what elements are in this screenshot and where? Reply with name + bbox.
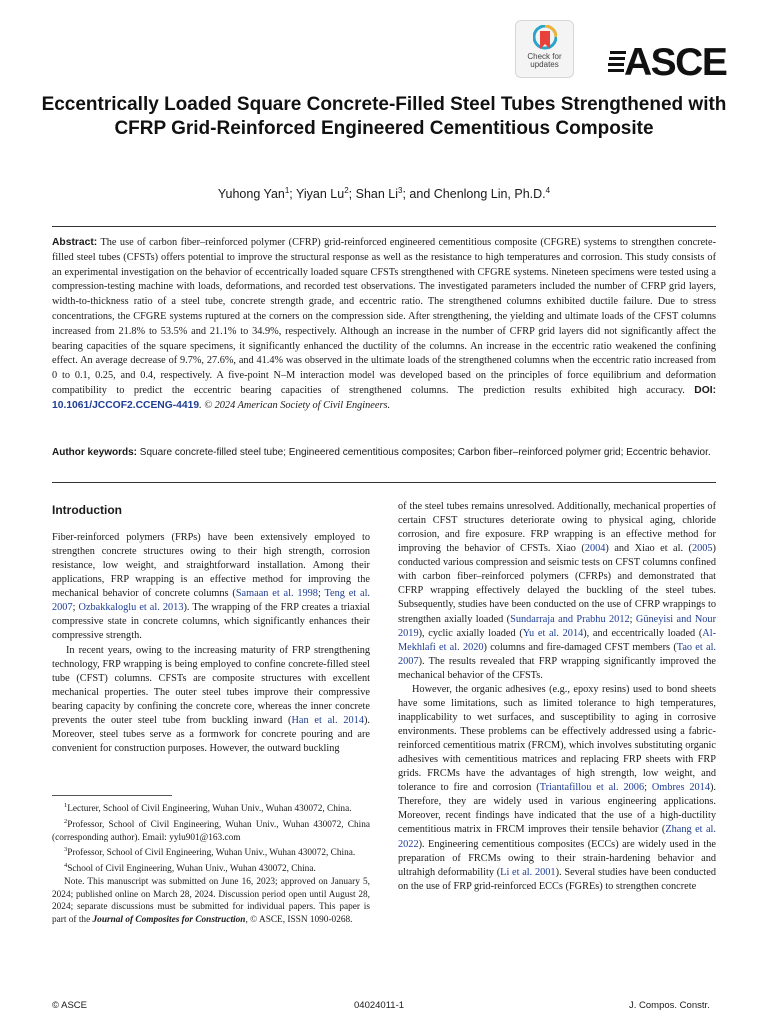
- author-list: [40, 183, 728, 202]
- doi-link[interactable]: 10.1061/JCCOF2.CCENG-4419: [52, 399, 200, 411]
- citation-link[interactable]: Li et al. 2001: [500, 866, 556, 878]
- paragraph-text: ). The results revealed that FRP wrapping significantly improved the mechanical behavior of the CFSTs.: [398, 655, 716, 681]
- journal-name: Journal of Composites for Construction: [92, 915, 246, 925]
- footnote-text: Lecturer, School of Civil Engineering, Wuhan Univ., Wuhan 430072, China.: [67, 804, 352, 815]
- author-separator: ; and: [402, 187, 434, 202]
- doi-label: DOI:: [694, 384, 717, 396]
- paragraph-text: ) columns and fire-damaged CFST members (: [483, 641, 677, 653]
- citation-link[interactable]: 2005: [691, 543, 713, 555]
- intro-paragraph-2: [52, 644, 370, 757]
- paper-title: Eccentrically Loaded Square Concrete-Filled Steel Tubes Strengthened with CFRP Grid-Reinforced Engineered Cementitious Composite: [41, 94, 727, 139]
- author-separator: ;: [348, 187, 356, 202]
- footnote-mark: 2: [64, 817, 68, 825]
- paragraph-text: ;: [72, 602, 79, 614]
- citation-link[interactable]: Al-Mekhlafi et al. 2020: [398, 627, 716, 653]
- paragraph-text: Fiber-reinforced polymers (FRPs) have been extensively employed to strengthen concrete structures owing to their high strength, corrosion resistance, low weight, and straightforward installation. Among their applications, FRP wrapping is an effective method for improving the mechanical behavior of concrete columns (: [52, 532, 370, 600]
- citation-link[interactable]: Teng et al. 2007: [52, 588, 371, 614]
- bookmark-icon: [533, 25, 557, 53]
- paragraph-text: In recent years, owing to the increasing maturity of FRP strengthening technology, FRP wrapping is being employed to confine concrete-filled steel tube (CFST) columns. CFSTs are composite structures with excellent mechanical properties. The outer steel tubes improve their compressive bearing capacity by confining the concrete core, whereas the inner concrete prevents the outer steel tube from buckling inward (: [52, 644, 370, 726]
- badge-line-1: Check for: [527, 52, 562, 61]
- footnote-rule: [52, 795, 172, 796]
- footnote-text: School of Civil Engineering, Wuhan Univ., Wuhan 430072, China.: [67, 864, 316, 875]
- section-heading-introduction: Introduction: [52, 503, 122, 517]
- author-name: Shan Li: [355, 187, 399, 202]
- paragraph-text: ), and eccentrically loaded (: [583, 627, 703, 639]
- author-name: Chenlong Lin, Ph.D.: [433, 187, 546, 202]
- keywords-text: Square concrete-filled steel tube; Engineered cementitious composites; Carbon fiber–reinforced polymer grid; Eccentric behavior.: [139, 447, 711, 458]
- paragraph-text: ). Several studies have been conducted on the use of FRP grid-reinforced ECCs (FGREs) to strengthen concrete: [398, 866, 717, 892]
- note-tail: , © ASCE, ISSN 1090-0268.: [245, 915, 353, 925]
- abstract-bottom-rule: [52, 482, 716, 483]
- footnote-1: [52, 800, 370, 816]
- citation-link[interactable]: Zhang et al. 2022: [398, 824, 716, 850]
- abstract-text: The use of carbon fiber–reinforced polymer (CFRP) grid-reinforced engineered cementitious composite (CFGRE) systems to strengthen concrete-filled steel tubes (CFSTs) offers potential to improve the structural response as well as the resistance to high temperatures and corrosion. This study consists of an experimental investigation on the behavior of eccentrically loaded square CFSTs strengthened with CFGRE systems. Nineteen specimens were tested using a compression-testing machine with loads, deformations, and recorded test observations. The investigated parameters included the number of CFRP grid layers, width-to-thickness ratio of a steel tube, concrete strength grade, and eccentric ratio. The strengthened columns exhibited ductile failure. Due to stress concentrations, the CFGRE systems ruptured at the corners on the compression side. After strengthening, the yielding and ultimate loads of the CFST columns increased from 21.8% to 53.5% and 21.1% to 34.9%, respectively. Although an increase in the number of CFRP grid layers did not significantly affect the bearing capacities of the square specimens, it significantly enhanced the ductility of the columns. An increase in the eccentric ratio weakened the confining effect. An average decrease of 9.7%, 27.6%, and 41.4% was observed in the ultimate loads of the strengthened columns when the eccentric ratio increased from 0 to 0.1, 0.25, and 0.4, respectively. A five-point N–M interaction model was developed based on the principles of force equilibrium and deformation compatibility to predict the eccentric bearing capacities of strengthened columns. The prediction results exhibited high accuracy.: [52, 237, 717, 396]
- footnote-mark: 4: [64, 862, 68, 870]
- author-separator: ;: [289, 187, 297, 202]
- paragraph-text: ;: [629, 613, 636, 625]
- badge-line-2: updates: [530, 60, 559, 69]
- citation-link[interactable]: Han et al. 2014: [291, 714, 364, 726]
- footnote-4: [52, 860, 370, 876]
- paragraph-text: ), cyclic axially loaded (: [418, 627, 523, 639]
- author-name: Yiyan Lu: [296, 187, 345, 202]
- paragraph-text: ). Engineering cementitious composites (ECCs) are widely used in the preparation of FRCMs owing to their strain-hardening behavior and ultrahigh deformability (: [398, 838, 716, 878]
- paragraph-text: ). Moreover, steel tubes serve as a formwork for concrete pouring and are convenient for construction purposes. However, the outward buckling: [52, 714, 370, 754]
- left-column: [52, 531, 370, 756]
- check-for-updates-badge[interactable]: [515, 20, 574, 78]
- footnotes: [52, 800, 370, 927]
- intro-paragraph-1: [52, 531, 370, 644]
- paragraph-text: ;: [317, 588, 325, 600]
- copyright-notice: . © 2024 American Society of Civil Engineers.: [199, 399, 391, 411]
- paragraph-text: ;: [644, 782, 652, 794]
- citation-link[interactable]: Yu et al. 2014: [522, 627, 584, 639]
- paragraph-text: However, the organic adhesives (e.g., epoxy resins) used to bond sheets have some limitations, such as limited tolerance to high temperatures, inapplicability to wet surfaces, and susceptibility to aging in corrosive environments. These problems can be effectively addressed using a fabric-reinforced cementitious matrix (FRCM), which involves substituting organic adhesives with cementitious matrices and replacing FRP sheets with FRP grids. FRCMs have the advantages of high strength, low weight, and tolerance to fire and corrosion (: [398, 683, 716, 794]
- footnote-2: [52, 816, 370, 845]
- citation-link[interactable]: Ombres 2014: [651, 782, 710, 794]
- footer-journal-abbrev: J. Compos. Constr.: [629, 1000, 710, 1011]
- intro-paragraph-4: [398, 683, 716, 894]
- keywords-label: Author keywords:: [52, 447, 138, 458]
- citation-link[interactable]: Ozbakkaloglu et al. 2013: [78, 602, 184, 614]
- abstract: [52, 236, 716, 414]
- paragraph-text: ) conducted various compression and seismic tests on CFST columns confined with carbon fiber–reinforced polymers (CFRPs) and demonstrated that CFRP wrapping effectively delayed the buckling of the steel tubes. Subsequently, studies have been conducted on the use of CFRP wrappings to strengthen axially loaded (: [398, 543, 716, 625]
- footnote-mark: 3: [64, 846, 68, 854]
- footnote-3: [52, 844, 370, 860]
- author-mark: 3: [398, 186, 403, 195]
- paragraph-text: ) and Xiao et al. (: [605, 543, 692, 555]
- intro-paragraph-3: [398, 500, 716, 683]
- submission-note: [52, 876, 370, 927]
- footnote-mark: 1: [64, 802, 68, 809]
- citation-link[interactable]: Tao et al. 2007: [398, 641, 717, 667]
- right-column: [398, 500, 716, 894]
- citation-link[interactable]: Triantafillou et al. 2006: [539, 782, 645, 794]
- footnote-text: Professor, School of Civil Engineering, Wuhan Univ., Wuhan 430072, China (corresponding author). Email: yylu901@163.com: [52, 819, 370, 843]
- author-mark: 4: [545, 186, 551, 195]
- asce-logo-text: ASCE: [624, 41, 727, 84]
- footer-article-number: 04024011-1: [354, 1000, 405, 1011]
- paragraph-text: ). The wrapping of the FRP creates a triaxial compressive state in concrete columns, which significantly enhances their compressive strength.: [52, 602, 371, 642]
- footer-copyright: © ASCE: [52, 1000, 87, 1011]
- note-text: Note. This manuscript was submitted on June 16, 2023; approved on January 5, 2024; published online on March 28, 2024. Discussion period open until August 28, 2024; separate discussions must be submitted for individual papers. This paper is part of the: [52, 876, 370, 925]
- citation-link[interactable]: Sundarraja and Prabhu 2012: [510, 613, 630, 625]
- author-keywords: [52, 446, 716, 460]
- citation-link[interactable]: 2004: [584, 543, 606, 555]
- citation-link[interactable]: Samaan et al. 1998: [235, 588, 318, 600]
- footnote-text: Professor, School of Civil Engineering, Wuhan Univ., Wuhan 430072, China.: [67, 848, 356, 859]
- author-mark: 2: [344, 186, 349, 195]
- author-mark: 1: [284, 186, 290, 195]
- paragraph-text: ). Therefore, they are widely used in various engineering applications. Moreover, recent findings have indicated that the use of a high-ductility cementitious matrix in FRCM improves their tensile behavior (: [398, 782, 716, 836]
- citation-link[interactable]: Güneyisi and Nour 2019: [398, 613, 716, 639]
- asce-logo: [608, 41, 727, 84]
- abstract-top-rule: [52, 226, 716, 227]
- author-name: Yuhong Yan: [217, 187, 285, 202]
- abstract-label: Abstract:: [52, 237, 98, 248]
- paragraph-text: of the steel tubes remains unresolved. Additionally, mechanical properties of certain CFST structures deteriorate owing to physical aging, chloride corrosion, and fire exposure. FRP wrapping is an effective method for improving the behavior of CFSTs. Xiao (: [398, 501, 716, 555]
